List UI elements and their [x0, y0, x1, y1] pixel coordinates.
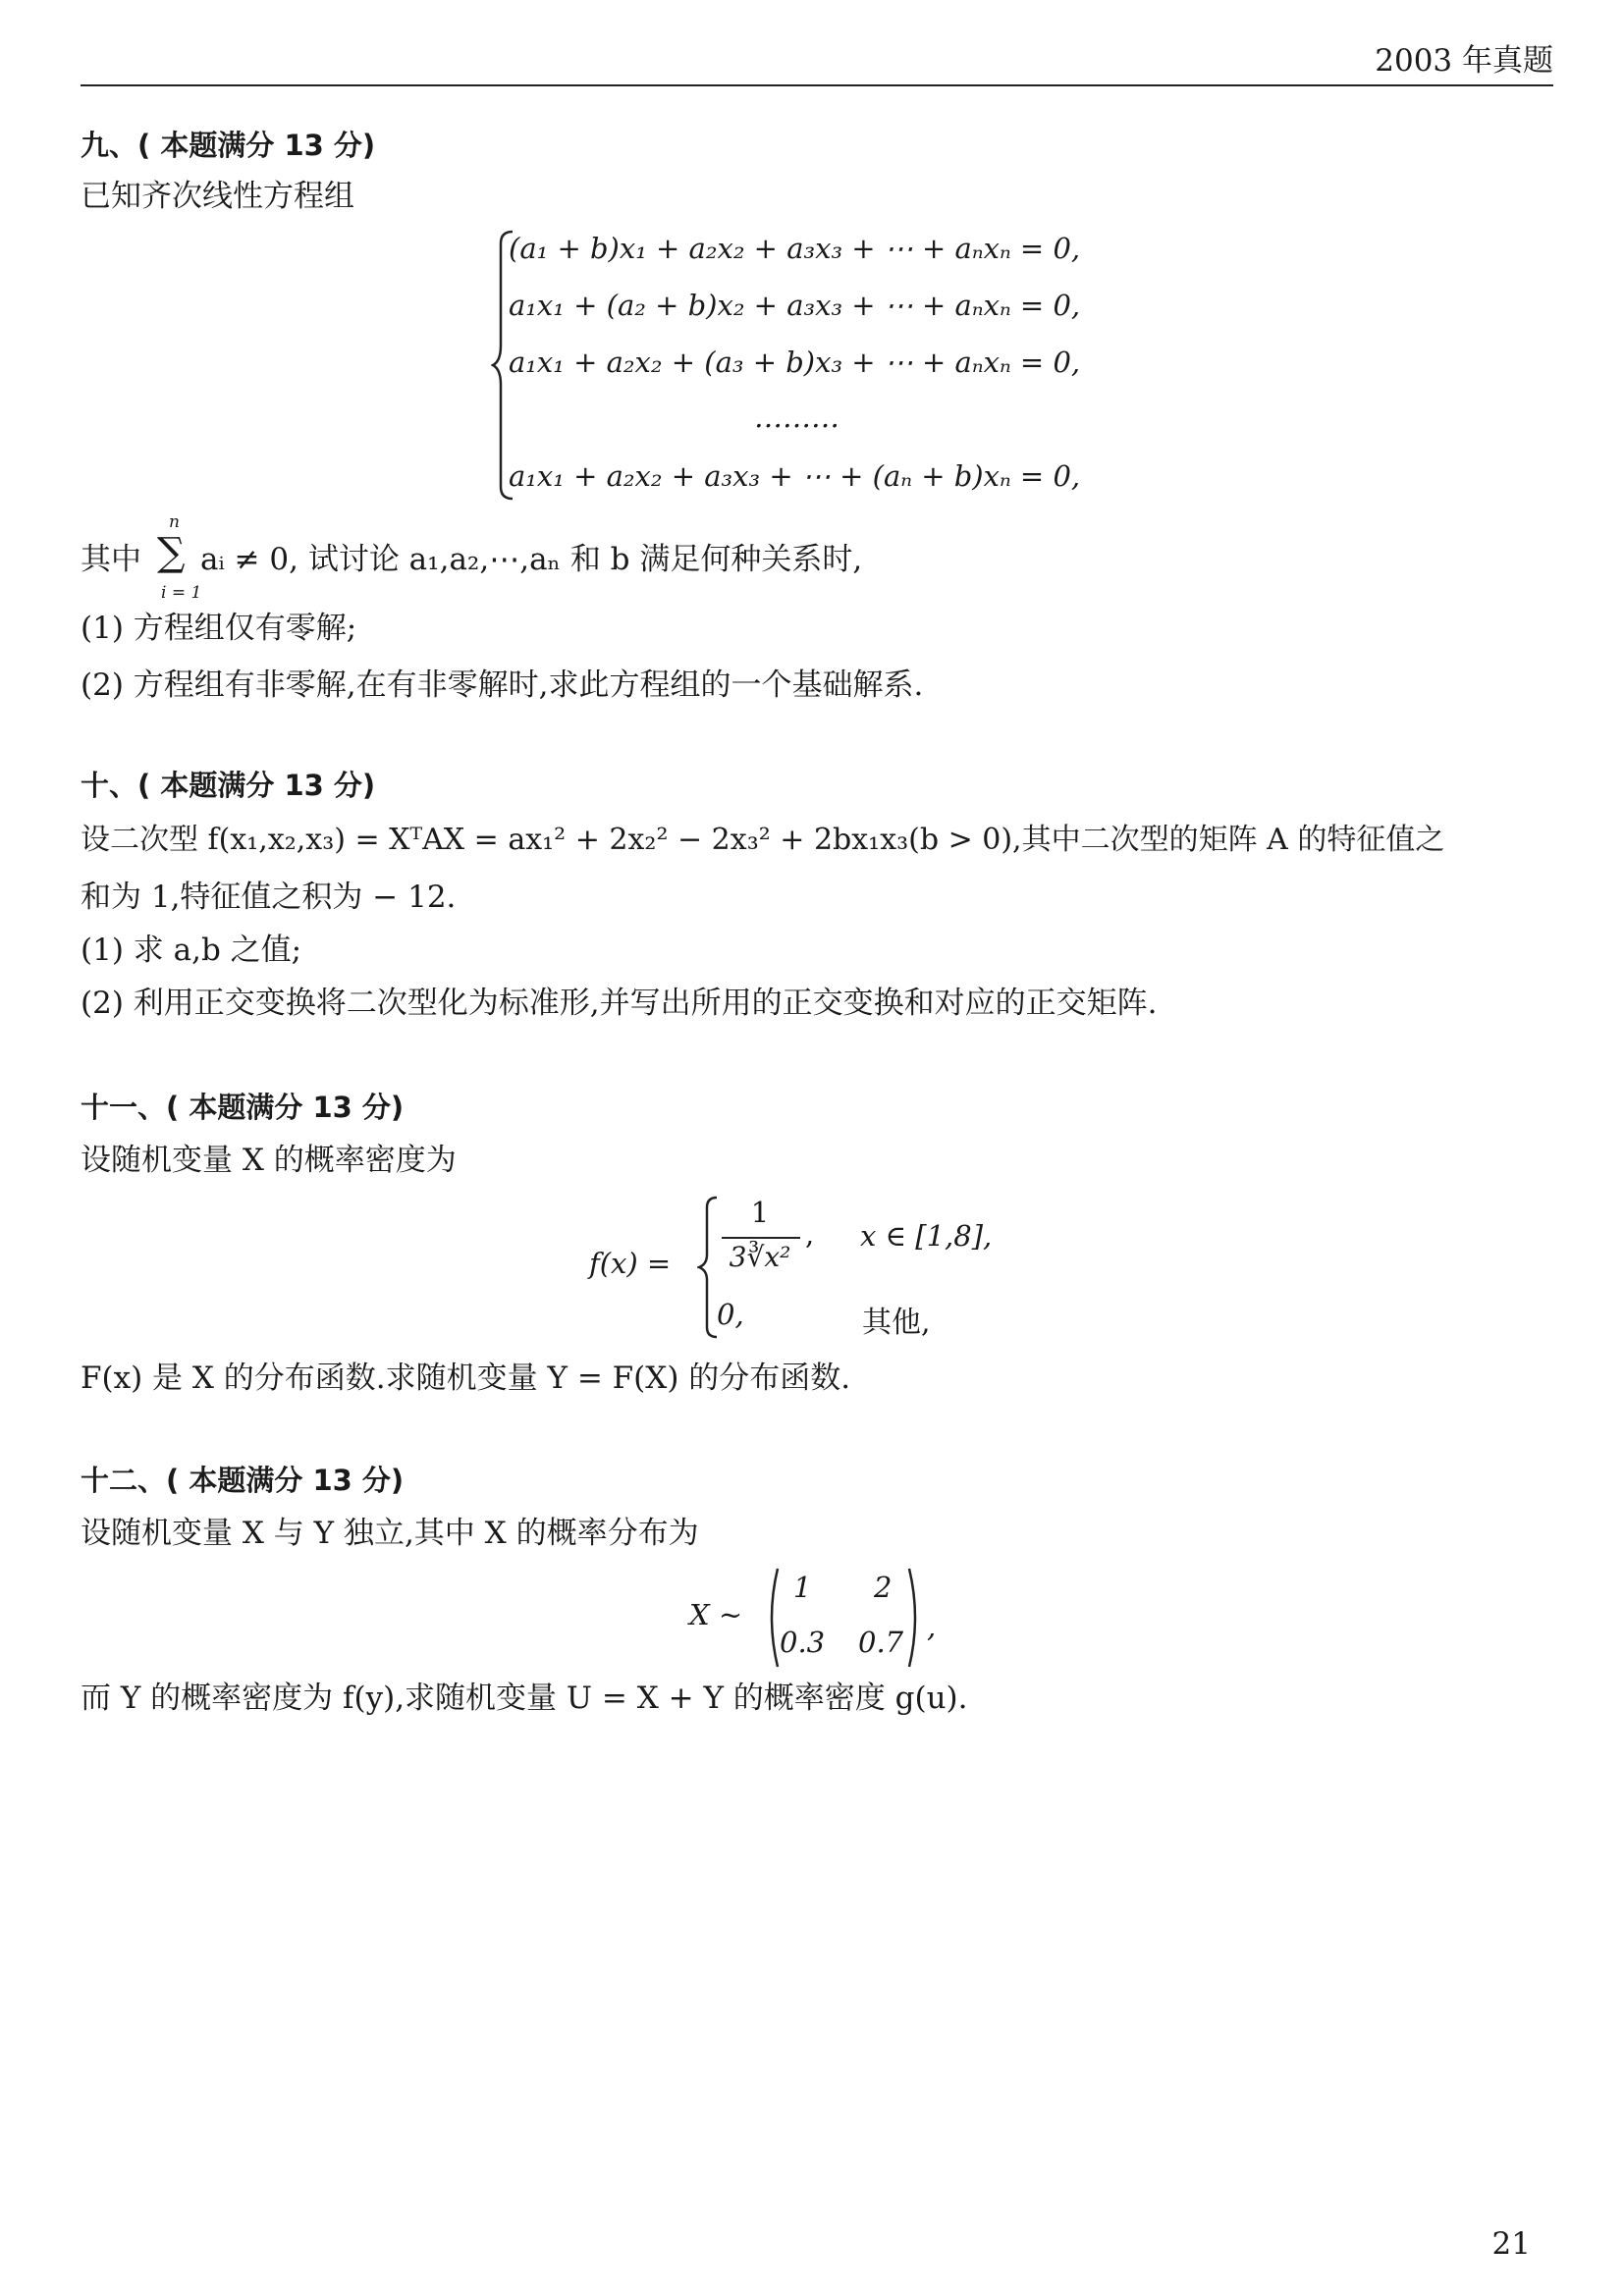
- q12-closing: 而 Y 的概率密度为 f(y),求随机变量 U = X + Y 的概率密度 g(u).: [81, 1681, 968, 1716]
- q9-cond-prefix: 其中: [81, 542, 141, 577]
- q12-right-paren: [907, 1567, 923, 1669]
- q10-part1: (1) 求 a,b 之值;: [81, 933, 302, 968]
- q9-eq4: a₁x₁ + a₂x₂ + a₃x₃ + ⋯ + (aₙ + b)xₙ = 0,: [509, 459, 1081, 493]
- q9-eq-dots: ………: [754, 400, 839, 434]
- q11-lhs: f(x) =: [589, 1247, 672, 1280]
- q9-eq1: (a₁ + b)x₁ + a₂x₂ + a₃x₃ + ⋯ + aₙxₙ = 0,: [509, 232, 1081, 265]
- q11-case1-comma: ,: [805, 1217, 815, 1251]
- q11-closing: F(x) 是 X 的分布函数.求随机变量 Y = F(X) 的分布函数.: [81, 1361, 851, 1396]
- q11-frac-den: 3∛x²: [729, 1241, 791, 1273]
- q10-line1: 设二次型 f(x₁,x₂,x₃) = XᵀAX = ax₁² + 2x₂² − 2x₃² + 2bx₁x₃(b > 0),其中二次型的矩阵 A 的特征值之: [81, 823, 1445, 857]
- q10-line2: 和为 1,特征值之积为 − 12.: [81, 880, 457, 915]
- page-header: [81, 27, 1553, 86]
- q12-m22: 0.7: [858, 1626, 904, 1659]
- sigma-icon: ∑: [157, 530, 186, 575]
- q12-intro: 设随机变量 X 与 Y 独立,其中 X 的概率分布为: [81, 1516, 699, 1551]
- q9-heading: 九、( 本题满分 13 分): [81, 129, 376, 162]
- q12-left-paren: [764, 1567, 780, 1669]
- q12-tail: ,: [927, 1610, 937, 1643]
- q11-heading: 十一、( 本题满分 13 分): [81, 1091, 405, 1124]
- q12-m12: 2: [874, 1571, 893, 1604]
- q11-frac-bar: [722, 1237, 800, 1239]
- q11-case2: 0,: [717, 1298, 744, 1331]
- q9-sum-top: n: [169, 512, 180, 532]
- q9-eq2: a₁x₁ + (a₂ + b)x₂ + a₃x₃ + ⋯ + aₙxₙ = 0,: [509, 289, 1081, 322]
- q12-m11: 1: [793, 1571, 812, 1604]
- header-title: 2003 年真题: [1375, 43, 1553, 79]
- q12-heading: 十二、( 本题满分 13 分): [81, 1464, 405, 1497]
- q9-part1: (1) 方程组仅有零解;: [81, 611, 357, 646]
- q11-intro: 设随机变量 X 的概率密度为: [81, 1143, 457, 1178]
- q11-frac-num: 1: [750, 1196, 770, 1229]
- q12-lhs: X ~: [689, 1598, 743, 1631]
- q11-case1-cond: x ∈ [1,8],: [860, 1219, 993, 1253]
- q10-part2: (2) 利用正交变换将二次型化为标准形,并写出所用的正交变换和对应的正交矩阵.: [81, 986, 1158, 1021]
- page-number: 21: [1491, 2226, 1531, 2262]
- q9-eq3: a₁x₁ + a₂x₂ + (a₃ + b)x₃ + ⋯ + aₙxₙ = 0,: [509, 346, 1081, 379]
- q9-intro: 已知齐次线性方程组: [81, 179, 354, 214]
- q10-heading: 十、( 本题满分 13 分): [81, 769, 376, 802]
- q9-sum-bottom: i = 1: [161, 583, 202, 603]
- q12-m21: 0.3: [780, 1626, 826, 1659]
- q11-case2-cond: 其他,: [862, 1306, 931, 1340]
- q9-part2: (2) 方程组有非零解,在有非零解时,求此方程组的一个基础解系.: [81, 667, 924, 703]
- q9-cond-text: aᵢ ≠ 0, 试讨论 a₁,a₂,⋯,aₙ 和 b 满足何种关系时,: [200, 542, 863, 577]
